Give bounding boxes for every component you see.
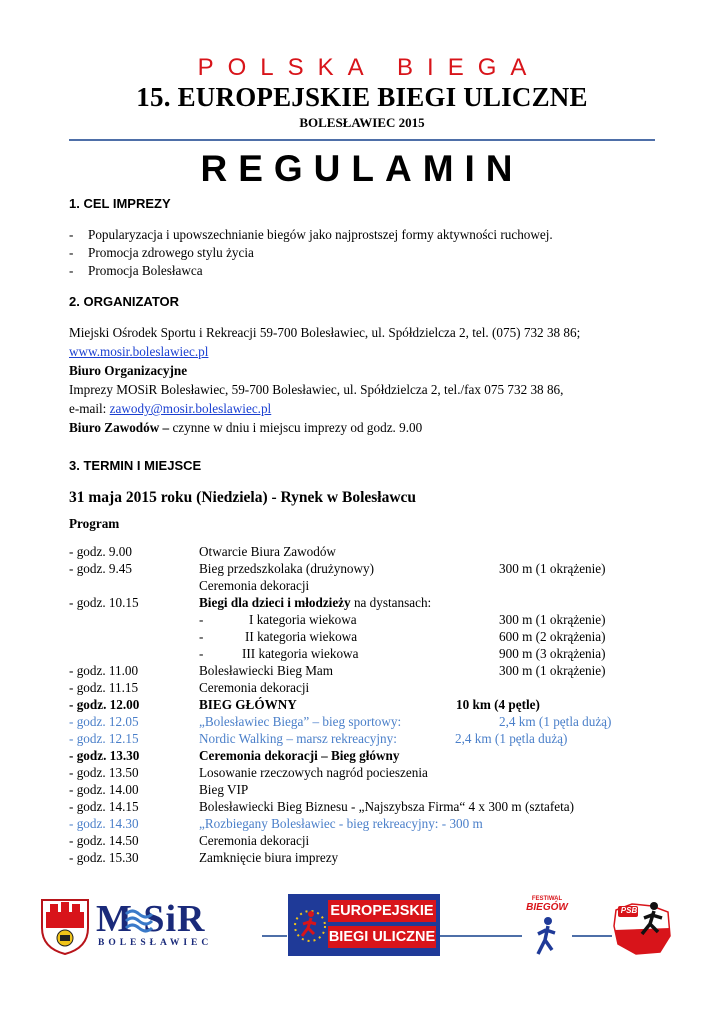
footer-divider bbox=[440, 935, 522, 937]
schedule-row: - godz. 15.30 Zamknięcie biura imprezy bbox=[69, 850, 339, 865]
list-item: - Popularyzacja i upowszechnianie biegów jako najprostszej formy aktywności ruchowej. bbox=[69, 227, 553, 242]
list-item: - Promocja zdrowego stylu życia bbox=[69, 245, 254, 260]
sub-title: BOLESŁAWIEC 2015 bbox=[299, 115, 425, 130]
schedule-row: - III kategoria wiekowa 900 m (3 okrążenia) bbox=[199, 646, 606, 661]
section-heading-termin: 3. TERMIN I MIEJSCE bbox=[69, 458, 202, 473]
program-label: Program bbox=[69, 516, 120, 531]
website-link[interactable]: www.mosir.boleslawiec.pl bbox=[69, 344, 209, 359]
event-date: 31 maja 2015 roku (Niedziela) - Rynek w Bolesławcu bbox=[69, 489, 417, 506]
footer-divider bbox=[262, 935, 287, 937]
biuro-zawodow-text: czynne w dniu i miejscu imprezy od godz. 9.00 bbox=[169, 420, 423, 435]
schedule-row: - godz. 14.15 Bolesławiecki Bieg Biznesu - „Najszybsza Firma“ 4 x 300 m (sztafeta) bbox=[69, 799, 574, 814]
email-link[interactable]: zawody@mosir.boleslawiec.pl bbox=[109, 401, 272, 416]
document-title: REGULAMIN bbox=[200, 148, 524, 189]
main-title: 15. EUROPEJSKIE BIEGI ULICZNE bbox=[136, 82, 588, 112]
schedule-row: - godz. 10.15 Biegi dla dzieci i młodzieży na dystansach: bbox=[69, 595, 432, 610]
coat-of-arms-icon bbox=[40, 898, 90, 956]
ebu-logo: EUROPEJSKIE BIEGI ULICZNE bbox=[288, 894, 440, 956]
mosir-waves-icon bbox=[124, 908, 154, 934]
schedule-row: - godz. 12.00 BIEG GŁÓWNY 10 km (4 pętle) bbox=[69, 697, 540, 712]
footer-logos bbox=[0, 890, 724, 980]
mosir-logo: M SiR BOLESŁAWIEC bbox=[96, 898, 213, 948]
section-heading-organizator: 2. ORGANIZATOR bbox=[69, 294, 180, 309]
schedule-row: - godz. 14.30 „Rozbiegany Bolesławiec - bieg rekreacyjny: - 300 m bbox=[69, 816, 483, 831]
schedule-row: - I kategoria wiekowa 300 m (1 okrążenie) bbox=[199, 612, 606, 627]
schedule-table bbox=[69, 543, 669, 866]
footer-divider bbox=[572, 935, 612, 937]
psb-label: PSB bbox=[620, 906, 638, 915]
schedule-row: Ceremonia dekoracji bbox=[199, 578, 310, 593]
header-divider bbox=[69, 139, 655, 141]
organizator-address: Miejski Ośrodek Sportu i Rekreacji 59-700 Bolesławiec, ul. Spółdzielcza 2, tel. (075) 732 38 86; bbox=[69, 325, 581, 340]
eu-stars-runner-icon bbox=[292, 904, 328, 948]
biuro-organizacyjne-label: Biuro Organizacyjne bbox=[69, 363, 188, 378]
biuro-zawodow-label: Biuro Zawodów – bbox=[69, 420, 170, 435]
cel-list bbox=[69, 226, 553, 280]
schedule-row: - godz. 14.00 Bieg VIP bbox=[69, 782, 249, 797]
schedule-row: - godz. 14.50 Ceremonia dekoracji bbox=[69, 833, 310, 848]
schedule-row: - II kategoria wiekowa 600 m (2 okrążenia) bbox=[199, 629, 606, 644]
schedule-row: - godz. 9.00 Otwarcie Biura Zawodów bbox=[69, 544, 336, 559]
schedule-row: - godz. 13.50 Losowanie rzeczowych nagród pocieszenia bbox=[69, 765, 428, 780]
organizator-block bbox=[69, 323, 659, 437]
festiwal-biegow-logo: FESTIWAL BIEGÓW bbox=[522, 896, 572, 962]
email-label: e-mail: bbox=[69, 401, 110, 416]
schedule-row: - godz. 13.30 Ceremonia dekoracji – Bieg główny bbox=[69, 748, 400, 763]
biuro-organizacyjne-text: Imprezy MOSiR Bolesławiec, 59-700 Bolesławiec, ul. Spółdzielcza 2, tel./fax 075 732 38 86, bbox=[69, 382, 564, 397]
schedule-row: - godz. 9.45 Bieg przedszkolaka (drużynowy) 300 m (1 okrążenie) bbox=[69, 561, 606, 576]
schedule-row: - godz. 12.05 „Bolesławiec Biega” – bieg sportowy: 2,4 km (1 pętla dużą) bbox=[69, 714, 612, 729]
schedule-row: - godz. 11.00 Bolesławiecki Bieg Mam 300 m (1 okrążenie) bbox=[69, 663, 606, 678]
schedule-row: - godz. 12.15 Nordic Walking – marsz rekreacyjny: 2,4 km (1 pętla dużą) bbox=[69, 731, 568, 746]
section-heading-cel: 1. CEL IMPREZY bbox=[69, 196, 171, 211]
runner-icon bbox=[528, 916, 566, 962]
schedule-row: - godz. 11.15 Ceremonia dekoracji bbox=[69, 680, 310, 695]
psb-poland-map-icon bbox=[612, 896, 674, 956]
top-title: POLSKA BIEGA bbox=[197, 54, 541, 81]
list-item: - Promocja Bolesławca bbox=[69, 263, 203, 278]
